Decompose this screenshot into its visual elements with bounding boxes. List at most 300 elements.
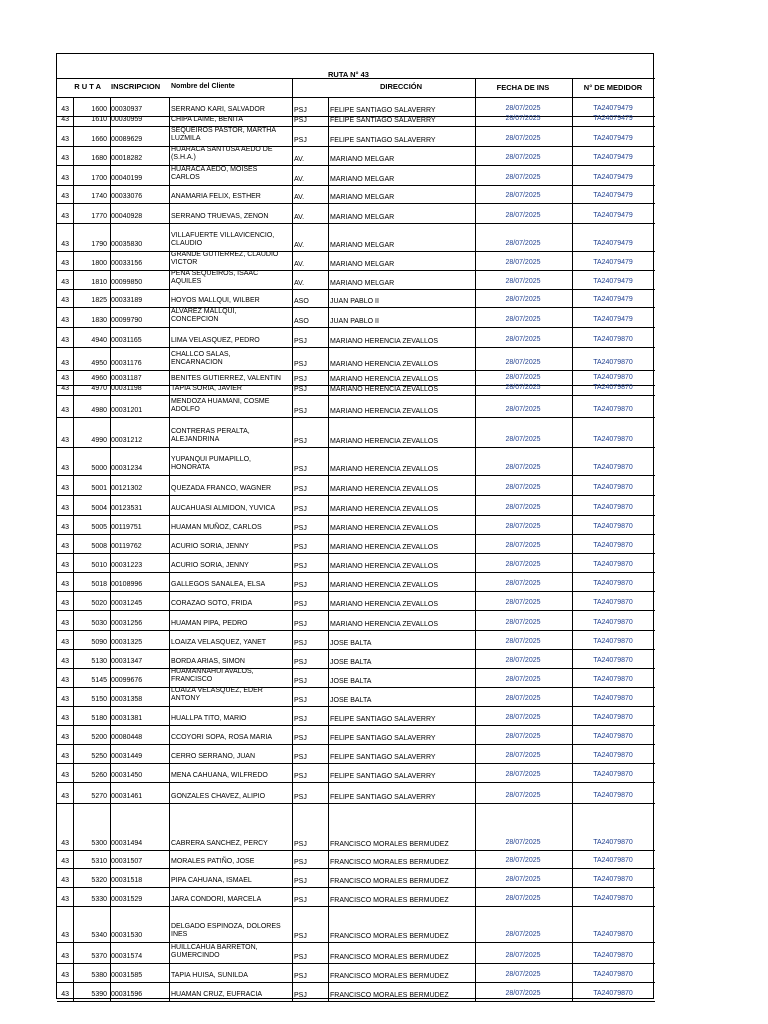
inscripcion-cell: 00040928 [111, 213, 143, 220]
sector-cell: 1740 [91, 193, 107, 200]
address-cell: MARIANO MELGAR [330, 242, 395, 249]
client-name-cell: HUAMAN MUÑOZ, CARLOS [171, 524, 262, 531]
street-type-cell: AV. [294, 280, 305, 287]
street-type-cell: AV. [294, 214, 305, 221]
install-date-cell: 28/07/2025 [505, 359, 541, 366]
ruta-cell: 43 [61, 677, 69, 684]
sector-cell: 1600 [91, 106, 107, 113]
street-type-cell: ASO [294, 298, 309, 305]
ruta-cell: 43 [61, 297, 69, 304]
client-name-cell: MENDOZA HUAMANI, COSME [171, 398, 270, 405]
client-name-cell: (S.H.A.) [171, 154, 196, 161]
ruta-cell: 43 [61, 972, 69, 979]
install-date-cell: 28/07/2025 [505, 484, 541, 491]
inscripcion-cell: 00031461 [111, 793, 143, 800]
address-cell: FRANCISCO MORALES BERMUDEZ [330, 897, 449, 904]
inscripcion-cell: 00033076 [111, 193, 143, 200]
street-type-cell: PSJ [294, 601, 307, 608]
address-cell: MARIANO MELGAR [330, 280, 395, 287]
client-name-cell: CARLOS [171, 174, 200, 181]
meter-number-cell: TA24079870 [593, 695, 633, 702]
street-type-cell: PSJ [294, 361, 307, 368]
sector-cell: 5004 [91, 505, 107, 512]
inscripcion-cell: 00018282 [111, 155, 143, 162]
install-date-cell: 28/07/2025 [505, 436, 541, 443]
address-cell: MARIANO HERENCIA ZEVALLOS [330, 621, 439, 628]
meter-number-cell: TA24079870 [593, 484, 633, 491]
inscripcion-cell: 00031212 [111, 437, 143, 444]
install-date-cell: 28/07/2025 [505, 876, 541, 883]
street-type-cell: PSJ [294, 117, 307, 124]
meter-number-cell: TA24079870 [593, 580, 633, 587]
street-type-cell: PSJ [294, 408, 307, 415]
client-name-cell: HUARACA AEDO, MOISES [171, 166, 258, 173]
inscripcion-cell: 00089629 [111, 136, 143, 143]
install-date-cell: 28/07/2025 [505, 504, 541, 511]
client-name-cell: GUMERCINDO [171, 952, 220, 959]
address-cell: FELIPE SANTIAGO SALAVERRY [330, 107, 436, 114]
inscripcion-cell: 00119762 [111, 543, 142, 550]
street-type-cell: PSJ [294, 735, 307, 742]
sector-cell: 4970 [91, 385, 107, 392]
street-type-cell: AV. [294, 156, 305, 163]
install-date-cell: 28/07/2025 [505, 316, 541, 323]
client-name-cell: AQUILES [171, 278, 202, 285]
inscripcion-cell: 00099790 [111, 317, 143, 324]
ruta-cell: 43 [61, 465, 69, 472]
install-date-cell: 28/07/2025 [505, 336, 541, 343]
address-cell: MARIANO MELGAR [330, 156, 395, 163]
client-name-cell: CONTRERAS PERALTA, [171, 428, 250, 435]
inscripcion-cell: 00099850 [111, 279, 143, 286]
install-date-cell: 28/07/2025 [505, 259, 541, 266]
install-date-cell: 28/07/2025 [505, 839, 541, 846]
sector-cell: 5310 [91, 858, 107, 865]
meter-number-cell: TA24079870 [593, 771, 633, 778]
inscripcion-cell: 00031529 [111, 896, 143, 903]
client-name-cell: INES [171, 931, 188, 938]
street-type-cell: PSJ [294, 621, 307, 628]
inscripcion-cell: 00040199 [111, 175, 143, 182]
sector-cell: 1830 [91, 317, 107, 324]
meter-number-cell: TA24079870 [593, 523, 633, 530]
street-type-cell: PSJ [294, 525, 307, 532]
sector-cell: 1700 [91, 175, 107, 182]
address-cell: MARIANO HERENCIA ZEVALLOS [330, 525, 439, 532]
sector-cell: 5008 [91, 543, 107, 550]
meter-number-cell: TA24079479 [593, 115, 633, 122]
client-name-cell: CERRO SERRANO, JUAN [171, 753, 256, 760]
client-name-cell: MENA CAHUANA, WILFREDO [171, 772, 268, 779]
install-date-cell: 28/07/2025 [505, 278, 541, 285]
inscripcion-cell: 00030937 [111, 106, 143, 113]
grid-hline [57, 591, 655, 592]
meter-number-cell: TA24079870 [593, 359, 633, 366]
ruta-cell: 43 [61, 696, 69, 703]
street-type-cell: PSJ [294, 773, 307, 780]
grid-vline [292, 78, 293, 97]
grid-hline [57, 251, 655, 252]
street-type-cell: AV. [294, 261, 305, 268]
street-type-cell: PSJ [294, 973, 307, 980]
sector-cell: 4940 [91, 337, 107, 344]
inscripcion-cell: 00031596 [111, 991, 143, 998]
client-name-cell: HONORATA [171, 464, 210, 471]
street-type-cell: PSJ [294, 107, 307, 114]
meter-number-cell: TA24079870 [593, 638, 633, 645]
address-cell: FELIPE SANTIAGO SALAVERRY [330, 754, 436, 761]
address-cell: FELIPE SANTIAGO SALAVERRY [330, 117, 436, 124]
grid-hline [57, 395, 655, 396]
ruta-cell: 43 [61, 407, 69, 414]
install-date-cell: 28/07/2025 [505, 374, 541, 381]
street-type-cell: AV. [294, 176, 305, 183]
meter-number-cell: TA24079870 [593, 733, 633, 740]
meter-number-cell: TA24079870 [593, 971, 633, 978]
meter-number-cell: TA24079870 [593, 436, 633, 443]
sector-cell: 5000 [91, 465, 107, 472]
inscripcion-cell: 00035830 [111, 241, 143, 248]
ruta-cell: 43 [61, 715, 69, 722]
meter-number-cell: TA24079870 [593, 792, 633, 799]
ruta-cell: 43 [61, 485, 69, 492]
address-cell: FELIPE SANTIAGO SALAVERRY [330, 735, 436, 742]
street-type-cell: PSJ [294, 697, 307, 704]
client-name-cell: CHIPA LAIME, BENITA [171, 116, 244, 123]
client-name-cell: LOAIZA VELASQUEZ, EDER [171, 687, 263, 694]
inscripcion-cell: 00031325 [111, 639, 143, 646]
client-name-cell: GONZALES CHAVEZ, ALIPIO [171, 793, 266, 800]
ruta-cell: 43 [61, 241, 69, 248]
street-type-cell: PSJ [294, 678, 307, 685]
inscripcion-cell: 00031507 [111, 858, 143, 865]
ruta-cell: 43 [61, 658, 69, 665]
sector-cell: 5390 [91, 991, 107, 998]
address-cell: FRANCISCO MORALES BERMUDEZ [330, 992, 449, 999]
client-name-cell: CONCEPCION [171, 316, 219, 323]
inscripcion-cell: 00031574 [111, 953, 143, 960]
install-date-cell: 28/07/2025 [505, 105, 541, 112]
ruta-cell: 43 [61, 858, 69, 865]
inscripcion-cell: 00108996 [111, 581, 143, 588]
ruta-cell: 43 [61, 581, 69, 588]
street-type-cell: PSJ [294, 506, 307, 513]
street-type-cell: PSJ [294, 563, 307, 570]
inscripcion-cell: 00121302 [111, 485, 143, 492]
meter-number-cell: TA24079870 [593, 676, 633, 683]
ruta-cell: 43 [61, 437, 69, 444]
install-date-cell: 28/07/2025 [505, 523, 541, 530]
street-type-cell: PSJ [294, 841, 307, 848]
address-cell: MARIANO HERENCIA ZEVALLOS [330, 438, 439, 445]
grid-vline [328, 97, 329, 1001]
grid-hline [57, 327, 655, 328]
meter-number-cell: TA24079870 [593, 561, 633, 568]
client-name-cell: BORDA ARIAS, SIMON [171, 658, 245, 665]
inscripcion-cell: 00031165 [111, 337, 142, 344]
street-type-cell: PSJ [294, 466, 307, 473]
grid-hline [57, 963, 655, 964]
sector-cell: 5260 [91, 772, 107, 779]
client-name-cell: ANAMARIA FELIX, ESTHER [171, 193, 261, 200]
ruta-cell: 43 [61, 106, 69, 113]
grid-hline [57, 706, 655, 707]
client-name-cell: CCOYORI SOPA, ROSA MARIA [171, 734, 273, 741]
address-cell: JUAN PABLO II [330, 298, 379, 305]
meter-number-cell: TA24079870 [593, 839, 633, 846]
meter-number-cell: TA24079479 [593, 174, 633, 181]
grid-hline [57, 572, 655, 573]
header-ruta: R U T A [74, 82, 101, 91]
meter-number-cell: TA24079870 [593, 464, 633, 471]
grid-hline [57, 270, 655, 271]
address-cell: MARIANO HERENCIA ZEVALLOS [330, 582, 439, 589]
install-date-cell: 28/07/2025 [505, 952, 541, 959]
install-date-cell: 28/07/2025 [505, 212, 541, 219]
sector-cell: 5380 [91, 972, 107, 979]
grid-hline [57, 687, 655, 688]
grid-hline [57, 725, 655, 726]
street-type-cell: PSJ [294, 376, 307, 383]
inscripcion-cell: 00031198 [111, 385, 142, 392]
address-cell: MARIANO HERENCIA ZEVALLOS [330, 486, 439, 493]
install-date-cell: 28/07/2025 [505, 733, 541, 740]
grid-hline [57, 495, 655, 496]
client-name-cell: ACURIO SORIA, JENNY [171, 543, 249, 550]
inscripcion-cell: 00031347 [111, 658, 143, 665]
sector-cell: 5340 [91, 932, 107, 939]
meter-number-cell: TA24079870 [593, 952, 633, 959]
grid-hline [57, 649, 655, 650]
sector-cell: 5145 [91, 677, 107, 684]
ruta-cell: 43 [61, 953, 69, 960]
meter-number-cell: TA24079479 [593, 316, 633, 323]
install-date-cell: 28/07/2025 [505, 990, 541, 997]
install-date-cell: 28/07/2025 [505, 240, 541, 247]
install-date-cell: 28/07/2025 [505, 174, 541, 181]
header-direccion: DIRECCIÓN [379, 82, 423, 91]
meter-number-cell: TA24079870 [593, 406, 633, 413]
grid-hline [57, 850, 655, 851]
grid-hline [57, 185, 655, 186]
street-type-cell: PSJ [294, 878, 307, 885]
grid-hline [57, 906, 655, 907]
grid-hline [57, 668, 655, 669]
inscripcion-cell: 00031234 [111, 465, 143, 472]
sector-cell: 1790 [91, 241, 107, 248]
install-date-cell: 28/07/2025 [505, 192, 541, 199]
meter-number-cell: TA24079479 [593, 296, 633, 303]
sector-cell: 5270 [91, 793, 107, 800]
ruta-cell: 43 [61, 562, 69, 569]
inscripcion-cell: 00031518 [111, 877, 143, 884]
client-name-cell: YUPANQUI PUMAPILLO, [171, 456, 252, 463]
install-date-cell: 28/07/2025 [505, 676, 541, 683]
address-cell: JOSE BALTA [330, 697, 372, 704]
address-cell: MARIANO HERENCIA ZEVALLOS [330, 376, 439, 383]
meter-number-cell: TA24079870 [593, 599, 633, 606]
grid-hline [57, 942, 655, 943]
address-cell: MARIANO MELGAR [330, 261, 395, 268]
ruta-cell: 43 [61, 524, 69, 531]
address-cell: MARIANO HERENCIA ZEVALLOS [330, 506, 439, 513]
install-date-cell: 28/07/2025 [505, 599, 541, 606]
inscripcion-cell: 00031530 [111, 932, 143, 939]
sector-cell: 5150 [91, 696, 107, 703]
client-name-cell: ALVAREZ MALLQUI, [171, 308, 237, 315]
meter-number-cell: TA24079870 [593, 384, 633, 391]
sector-cell: 1680 [91, 155, 107, 162]
meter-number-cell: TA24079870 [593, 542, 633, 549]
meter-number-cell: TA24079870 [593, 714, 633, 721]
meter-number-cell: TA24079870 [593, 619, 633, 626]
ruta-cell: 43 [61, 543, 69, 550]
ruta-cell: 43 [61, 260, 69, 267]
ruta-cell: 43 [61, 317, 69, 324]
ruta-cell: 43 [61, 279, 69, 286]
install-date-cell: 28/07/2025 [505, 296, 541, 303]
page-title: RUTA N° 43 [328, 70, 369, 79]
sector-cell: 5320 [91, 877, 107, 884]
grid-hline [57, 347, 655, 348]
inscripcion-cell: 00031187 [111, 375, 142, 382]
sector-cell: 5030 [91, 620, 107, 627]
meter-number-cell: TA24079479 [593, 105, 633, 112]
address-cell: FRANCISCO MORALES BERMUDEZ [330, 878, 449, 885]
address-cell: JOSE BALTA [330, 640, 372, 647]
street-type-cell: AV. [294, 194, 305, 201]
grid-hline [57, 610, 655, 611]
sector-cell: 1660 [91, 136, 107, 143]
address-cell: FELIPE SANTIAGO SALAVERRY [330, 137, 436, 144]
client-name-cell: CHALLCO SALAS, [171, 351, 231, 358]
client-name-cell: CLAUDIO [171, 240, 203, 247]
ruta-cell: 43 [61, 639, 69, 646]
grid-hline [57, 803, 655, 804]
inscripcion-cell: 00031381 [111, 715, 143, 722]
meter-number-cell: TA24079479 [593, 278, 633, 285]
sector-cell: 5090 [91, 639, 107, 646]
address-cell: MARIANO HERENCIA ZEVALLOS [330, 466, 439, 473]
header-medidor: N° DE MEDIDOR [583, 83, 643, 92]
grid-hline [57, 982, 655, 983]
ruta-cell: 43 [61, 193, 69, 200]
grid-vline [475, 78, 476, 97]
street-type-cell: PSJ [294, 659, 307, 666]
install-date-cell: 28/07/2025 [505, 135, 541, 142]
sector-cell: 5200 [91, 734, 107, 741]
client-name-cell: LUZMILA [171, 135, 201, 142]
grid-vline [73, 97, 74, 1001]
sector-cell: 1800 [91, 260, 107, 267]
ruta-cell: 43 [61, 136, 69, 143]
install-date-cell: 28/07/2025 [505, 895, 541, 902]
grid-vline [169, 97, 170, 1001]
street-type-cell: PSJ [294, 486, 307, 493]
address-cell: FRANCISCO MORALES BERMUDEZ [330, 841, 449, 848]
client-name-cell: LOAIZA VELASQUEZ, YANET [171, 639, 267, 646]
grid-hline [57, 289, 655, 290]
inscripcion-cell: 00031585 [111, 972, 143, 979]
client-name-cell: VILLAFUERTE VILLAVICENCIO, [171, 232, 275, 239]
ruta-cell: 43 [61, 600, 69, 607]
meter-number-cell: TA24079479 [593, 259, 633, 266]
install-date-cell: 28/07/2025 [505, 714, 541, 721]
ruta-cell: 43 [61, 896, 69, 903]
sector-cell: 4960 [91, 375, 107, 382]
inscripcion-cell: 00031494 [111, 840, 143, 847]
inscripcion-cell: 00031450 [111, 772, 143, 779]
sector-cell: 5250 [91, 753, 107, 760]
install-date-cell: 28/07/2025 [505, 931, 541, 938]
ruta-cell: 43 [61, 734, 69, 741]
ruta-cell: 43 [61, 793, 69, 800]
inscripcion-cell: 00031176 [111, 360, 142, 367]
address-cell: MARIANO HERENCIA ZEVALLOS [330, 544, 439, 551]
install-date-cell: 28/07/2025 [505, 115, 541, 122]
address-cell: MARIANO HERENCIA ZEVALLOS [330, 338, 439, 345]
client-name-cell: HOYOS MALLQUI, WILBER [171, 297, 260, 304]
street-type-cell: PSJ [294, 933, 307, 940]
address-cell: JOSE BALTA [330, 678, 372, 685]
client-name-cell: SERRANO KARI, SALVADOR [171, 106, 265, 113]
inscripcion-cell: 00080448 [111, 734, 143, 741]
ruta-cell: 43 [61, 505, 69, 512]
meter-number-cell: TA24079870 [593, 374, 633, 381]
sector-cell: 4990 [91, 437, 107, 444]
install-date-cell: 28/07/2025 [505, 695, 541, 702]
meter-number-cell: TA24079479 [593, 135, 633, 142]
sector-cell: 5005 [91, 524, 107, 531]
client-name-cell: TAPIA SORIA, JAVIER [171, 385, 242, 392]
inscripcion-cell: 00031245 [111, 600, 143, 607]
street-type-cell: PSJ [294, 859, 307, 866]
sector-cell: 5370 [91, 953, 107, 960]
address-cell: MARIANO MELGAR [330, 176, 395, 183]
install-date-cell: 28/07/2025 [505, 657, 541, 664]
header-fecha: FECHA DE INS [496, 83, 550, 92]
ruta-cell: 43 [61, 753, 69, 760]
sector-cell: 1610 [91, 116, 107, 123]
address-cell: JOSE BALTA [330, 659, 372, 666]
street-type-cell: PSJ [294, 137, 307, 144]
address-cell: MARIANO MELGAR [330, 194, 395, 201]
grid-hline [57, 146, 655, 147]
grid-hline [57, 417, 655, 418]
client-name-cell: SERRANO TRUEVAS, ZENON [171, 213, 269, 220]
meter-number-cell: TA24079870 [593, 990, 633, 997]
sector-cell: 1770 [91, 213, 107, 220]
street-type-cell: PSJ [294, 544, 307, 551]
meter-number-cell: TA24079870 [593, 931, 633, 938]
client-name-cell: GALLEGOS SANALEA, ELSA [171, 581, 266, 588]
inscripcion-cell: 00031256 [111, 620, 143, 627]
grid-hline [57, 887, 655, 888]
grid-vline [572, 78, 573, 97]
ruta-cell: 43 [61, 877, 69, 884]
ruta-cell: 43 [61, 991, 69, 998]
sector-cell: 5300 [91, 840, 107, 847]
meter-number-cell: TA24079870 [593, 876, 633, 883]
grid-hline [57, 78, 655, 79]
sector-cell: 5001 [91, 485, 107, 492]
address-cell: JUAN PABLO II [330, 318, 379, 325]
sector-cell: 4950 [91, 360, 107, 367]
install-date-cell: 28/07/2025 [505, 542, 541, 549]
client-name-cell: ALEJANDRINA [171, 436, 220, 443]
grid-vline [572, 97, 573, 1001]
grid-hline [57, 515, 655, 516]
